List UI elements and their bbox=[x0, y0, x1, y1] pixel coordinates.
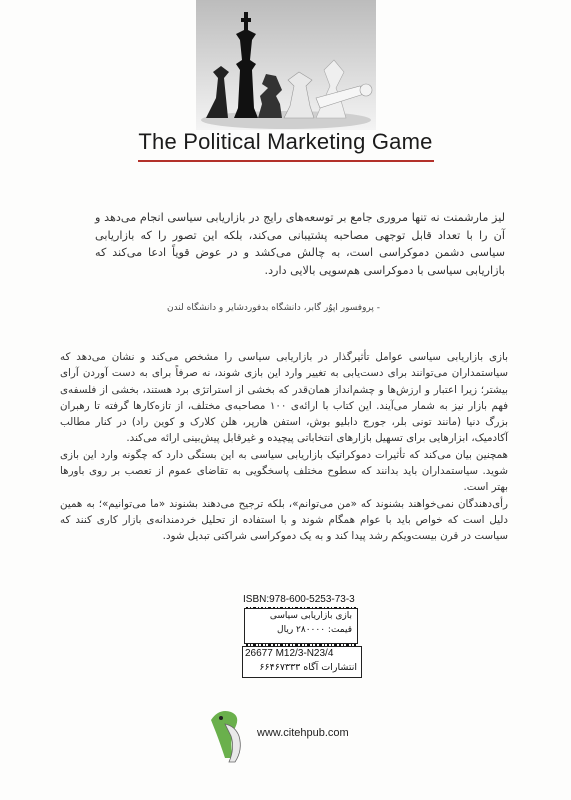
sticker-price: قیمت: ۲۸۰۰۰۰ ریال bbox=[277, 625, 352, 635]
title-underline bbox=[138, 160, 434, 162]
publisher-phone: انتشارات آگاه ۶۶۴۶۷۳۳۳ bbox=[259, 662, 357, 673]
publisher-logo bbox=[205, 706, 249, 766]
endorsement-attribution: - پروفسور اپوُر گابر، دانشگاه بدفوردشایر و دانشگاه لندن bbox=[166, 303, 380, 313]
endorsement-quote: لیز مارشمنت نه تنها مروری جامع بر توسعه‌های رایج در بازاریابی سیاسی انجام می‌دهد و آن را با تعداد قابل توجهی مصاحبه پشتیبانی می‌کند، بلکه این تصور را که بازاریابی سیاسی دشمن دموکراسی است، به چالش می‌کشد و در عوض قویاً ادعا می‌کند که بازاریابی سیاسی با دموکراسی هم‌سویی بالایی دارد. bbox=[95, 211, 505, 277]
price-sticker bbox=[244, 608, 358, 644]
description-paragraph: بازی بازاریابی سیاسی عوامل تأثیرگذار در بازاریابی سیاسی را مشخص می‌کند و نشان می‌دهد که سیاستمداران می‌توانند برای دست‌یابی به تغییر وارد این بازی شوند، نه صرفاً برای به دست آوردن آرای بیشتر؛ زیرا اعتبار و ارزش‌ها و چشم‌انداز همان‌قدر که بخشی از استراتژی برد هستند، بخشی از فلسفه‌ی فهم بازار نیز به شمار می‌آیند. این کتاب با ارائه‌ی ۱۰۰ مصاحبه‌ی مختلف، از تازه‌کارها گرفته تا رهبران بزرگ دنیا (مانند تونی بلر، جورج دابلیو بوش، استفن هارپر، هلن کلارک و کوین راد) در کنار مطالب آکادمیک، ابزارهایی برای تسهیل بازارهای انتخاباتی پیچیده و غیرقابل پیش‌بینی ارائه می‌کند. bbox=[60, 351, 508, 445]
book-title: The Political Marketing Game bbox=[138, 129, 433, 154]
sticker-book-title: بازی بازاریابی سیاسی bbox=[269, 611, 352, 621]
barcode-area bbox=[240, 594, 364, 748]
publisher-sticker bbox=[242, 646, 362, 678]
book-description bbox=[60, 349, 508, 545]
isbn-number: ISBN:978-600-5253-73-3 bbox=[243, 594, 355, 605]
publisher-website: www.citehpub.com bbox=[257, 727, 349, 739]
description-paragraph: همچنین بیان می‌کند که تأثیرات دموکراتیک بازاریابی سیاسی به این بستگی دارد که چگونه وارد این بازی شوید. سیاستمداران باید بدانند که سطوح مختلف پاسخگویی به تقاضای عموم از تعصب بر روی باورها بهتر است. bbox=[60, 448, 508, 494]
publisher-code: 26677 M12/3-N23/4 bbox=[245, 648, 334, 659]
chess-pieces-image bbox=[196, 0, 376, 130]
description-paragraph: رأی‌دهندگان نمی‌خواهند بشنوند که «من می‌توانم»، بلکه ترجیح می‌دهند بشنوند «ما می‌توانیم»؛ به همین دلیل است که خواص باید با عوام همگام شوند و با استفاده از تحلیل خردمندانه‌ی بازار کاری کنند که سیاست در قرن بیست‌ویکم رشد پیدا کند و به یک دموکراسی شراکتی تبدیل شود. bbox=[60, 497, 508, 543]
